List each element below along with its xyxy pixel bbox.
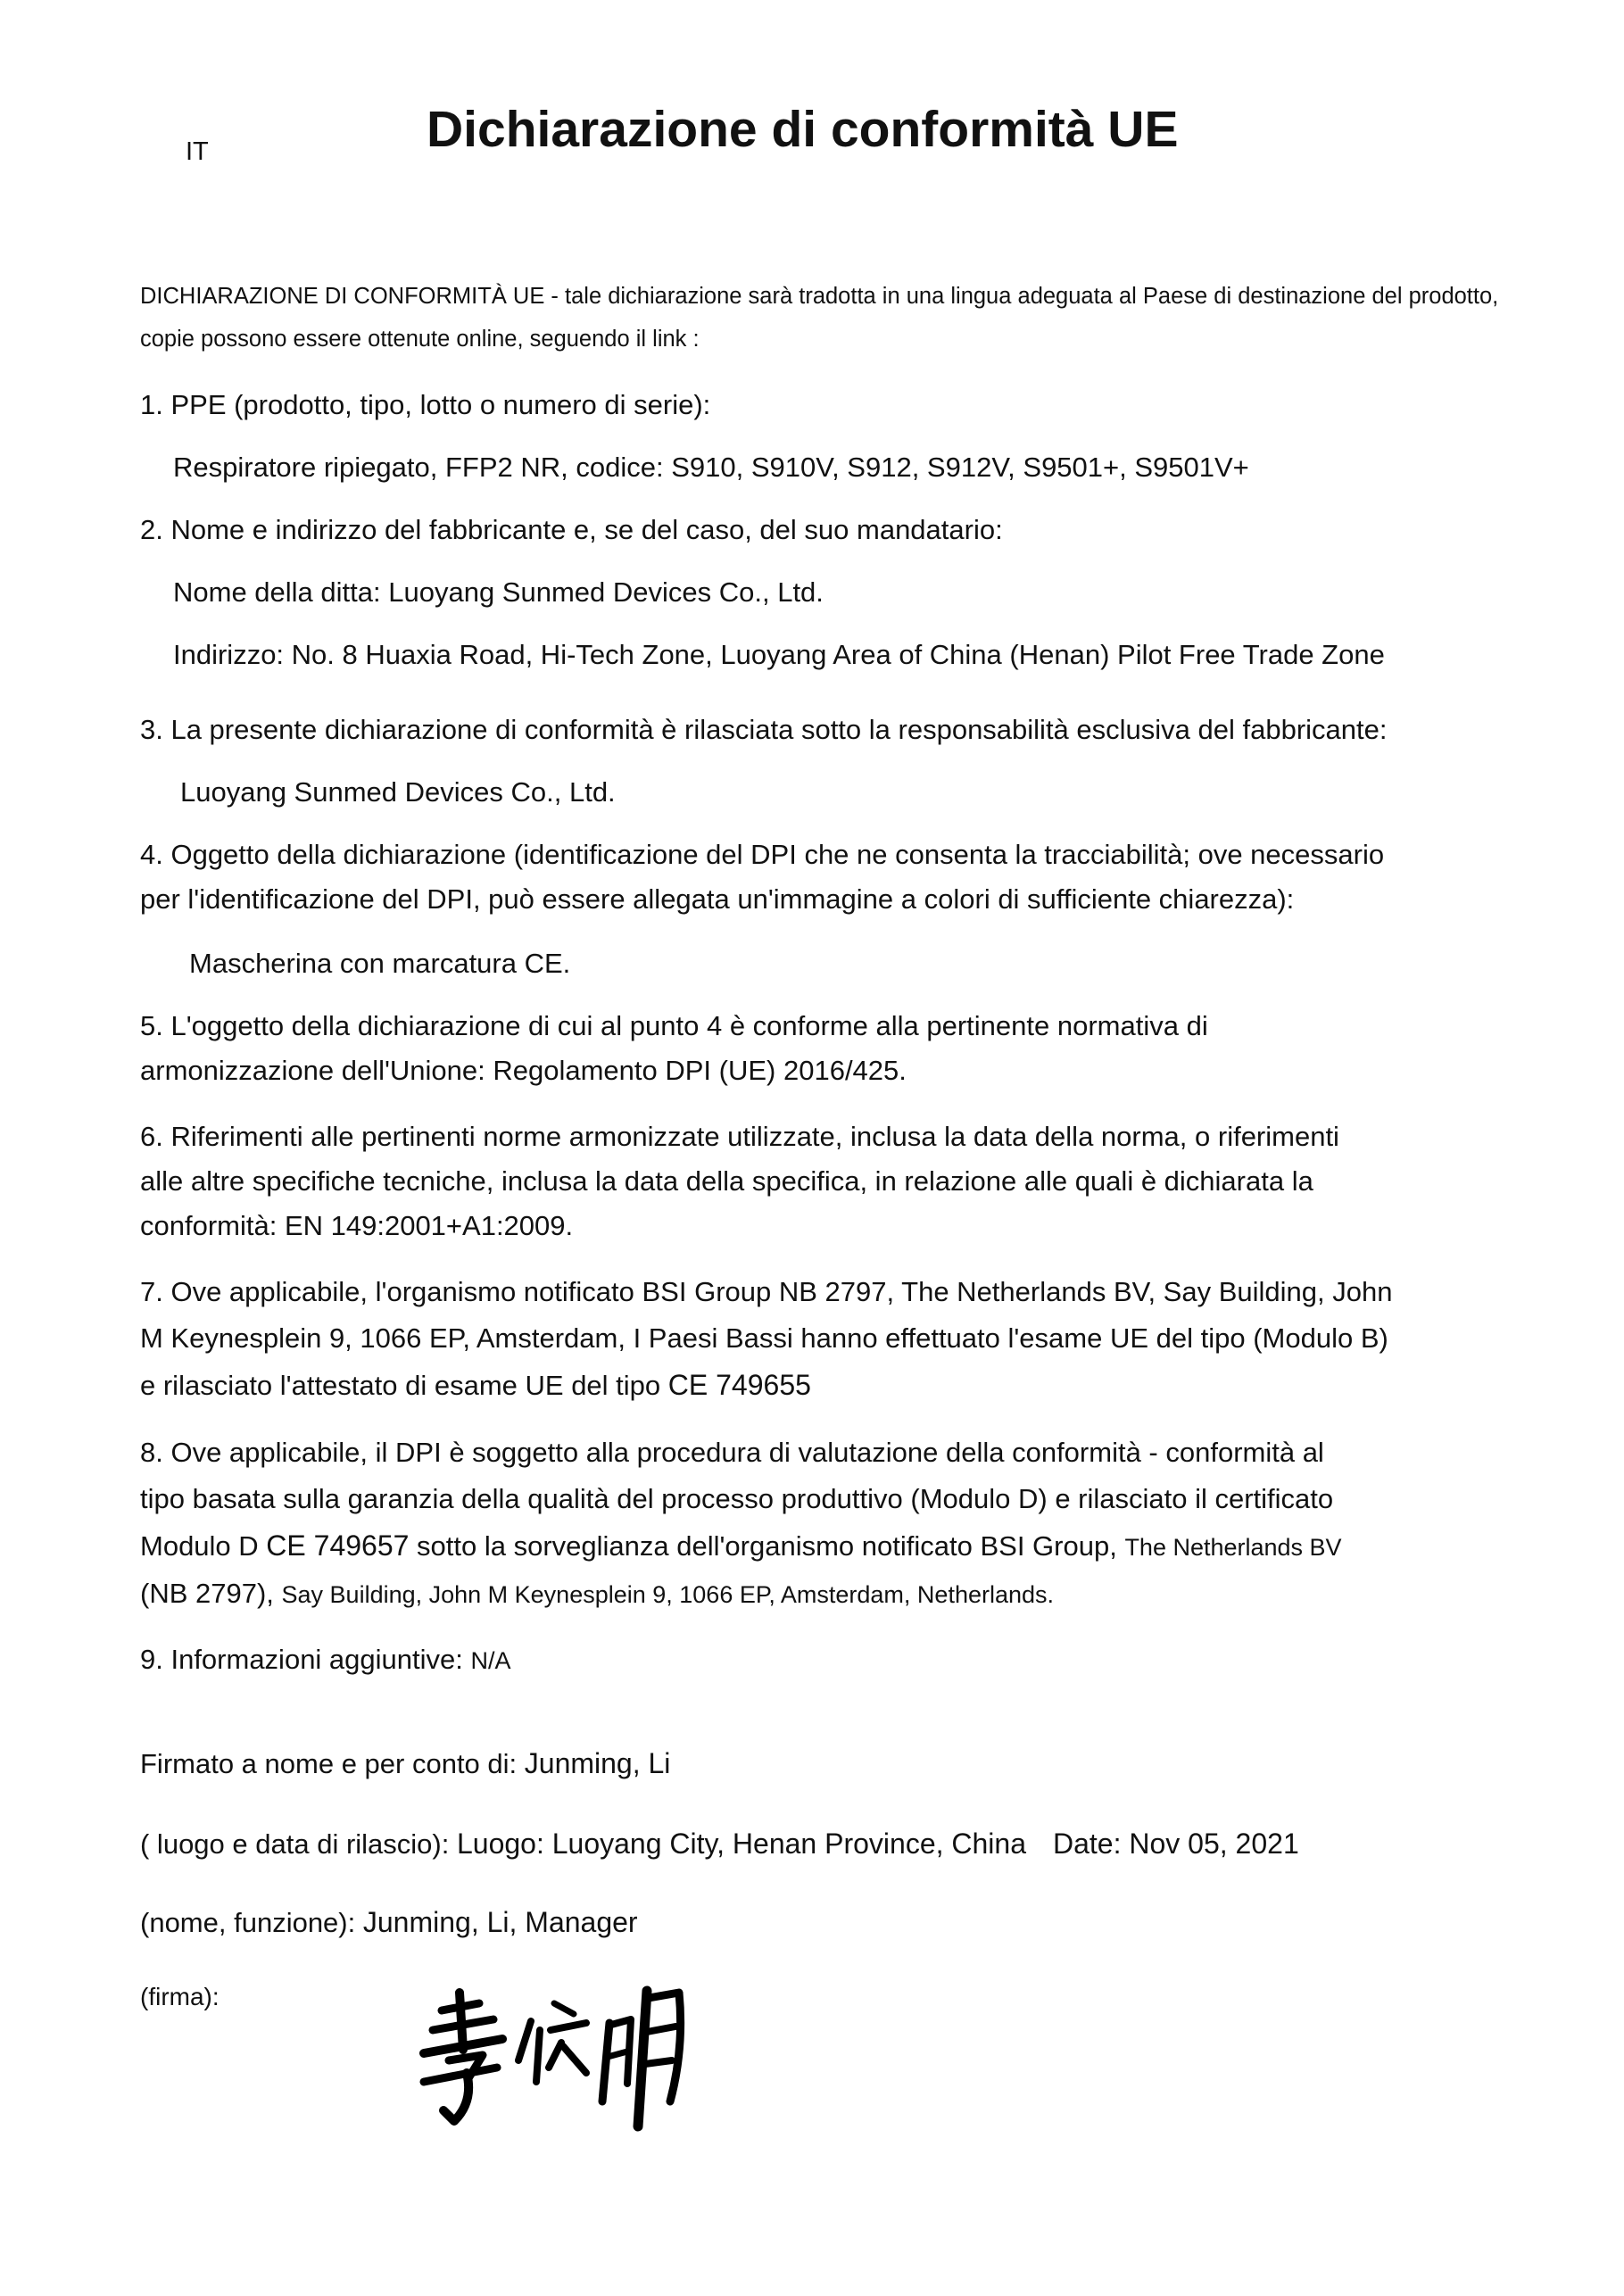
section-8-line-3-c: The Netherlands BV: [1124, 1534, 1342, 1561]
section-6-line-2: alle altre specifiche tecniche, inclusa la data della specifica, in relazione alle quali è dichiarata la: [140, 1165, 1313, 1197]
signed-by-line: [140, 1747, 670, 1780]
section-7-line-3-text: e rilasciato l'attestato di esame UE del tipo: [140, 1370, 668, 1401]
section-1-value: Respiratore ripiegato, FFP2 NR, codice: S910, S910V, S912, S912V, S9501+, S9501V+: [173, 452, 1249, 483]
date-value: Date: Nov 05, 2021: [1053, 1828, 1299, 1860]
signed-by-value: Junming, Li: [524, 1747, 671, 1779]
section-3-heading: 3. La presente dichiarazione di conformità è rilasciata sotto la responsabilità esclusiva del fabbricante:: [140, 714, 1388, 745]
name-function-line: [140, 1906, 638, 1939]
section-5-line-1: 5. L'oggetto della dichiarazione di cui al punto 4 è conforme alla pertinente normativa di: [140, 1010, 1208, 1041]
section-8-line-3-a: Modulo D: [140, 1530, 267, 1562]
section-9: [140, 1644, 511, 1676]
document-title: Dichiarazione di conformità UE: [427, 101, 1179, 158]
section-9-heading: 9. Informazioni aggiuntive:: [140, 1644, 471, 1675]
section-9-value: N/A: [470, 1647, 511, 1674]
place-date-label: ( luogo e data di rilascio):: [140, 1828, 457, 1860]
section-4-line-2: per l'identificazione del DPI, può essere allegata un'immagine a colori di sufficiente chiarezza):: [140, 883, 1295, 915]
section-1-heading: 1. PPE (prodotto, tipo, lotto o numero di serie):: [140, 389, 711, 420]
section-2-heading: 2. Nome e indirizzo del fabbricante e, se del caso, del suo mandatario:: [140, 514, 1003, 545]
section-6-line-3: conformità: EN 149:2001+A1:2009.: [140, 1210, 574, 1241]
signed-by-label: Firmato a nome e per conto di:: [140, 1748, 525, 1779]
section-5-line-2: armonizzazione dell'Unione: Regolamento DPI (UE) 2016/425.: [140, 1055, 907, 1086]
section-8-line-4: [140, 1578, 1054, 1610]
section-8-certificate: CE 749657: [266, 1529, 410, 1562]
name-function-label: (nome, funzione):: [140, 1907, 363, 1938]
section-7-certificate: CE 749655: [667, 1369, 811, 1401]
section-4-line-1: 4. Oggetto della dichiarazione (identificazione del DPI che ne consenta la tracciabilità; ove necessario: [140, 839, 1385, 870]
signature-label: (firma):: [140, 1983, 220, 2010]
section-2-company: Nome della ditta: Luoyang Sunmed Devices Co., Ltd.: [173, 576, 824, 608]
section-8-line-4-b: Say Building, John M Keynesplein 9, 1066 EP, Amsterdam, Netherlands.: [281, 1581, 1055, 1608]
handwritten-signature-icon: [397, 1968, 718, 2137]
name-function-value: Junming, Li, Manager: [362, 1906, 638, 1938]
section-7-line-2: M Keynesplein 9, 1066 EP, Amsterdam, I Paesi Bassi hanno effettuato l'esame UE del tipo (Modulo B): [140, 1322, 1388, 1354]
language-code: IT: [186, 137, 209, 166]
section-8-line-3: [140, 1529, 1342, 1562]
section-6-line-1: 6. Riferimenti alle pertinenti norme armonizzate utilizzate, inclusa la data della norma, o riferimenti: [140, 1121, 1339, 1152]
section-4-value: Mascherina con marcatura CE.: [189, 948, 571, 979]
section-8-line-1: 8. Ove applicabile, il DPI è soggetto alla procedura di valutazione della conformità - conformità al: [140, 1437, 1324, 1468]
place-value: Luogo: Luoyang City, Henan Province, China: [456, 1828, 1026, 1860]
section-8-line-4-a: (NB 2797),: [140, 1578, 282, 1609]
section-8-line-3-b: sotto la sorveglianza dell'organismo notificato BSI Group,: [409, 1530, 1125, 1562]
intro-paragraph: DICHIARAZIONE DI CONFORMITÀ UE - tale dichiarazione sarà tradotta in una lingua adeguata al Paese di destinazione del prodotto, copie possono essere ottenute online, seguendo il link :: [140, 284, 1499, 352]
section-7-line-3: [140, 1369, 811, 1402]
section-2-address: Indirizzo: No. 8 Huaxia Road, Hi-Tech Zone, Luoyang Area of China (Henan) Pilot Free Trade Zone: [173, 639, 1385, 670]
section-8-line-2: tipo basata sulla garanzia della qualità del processo produttivo (Modulo D) e rilasciato il certificato: [140, 1483, 1334, 1514]
section-3-value: Luoyang Sunmed Devices Co., Ltd.: [180, 776, 616, 808]
place-date-line: [140, 1828, 1299, 1861]
section-7-line-1: 7. Ove applicabile, l'organismo notificato BSI Group NB 2797, The Netherlands BV, Say Building, John: [140, 1276, 1393, 1307]
